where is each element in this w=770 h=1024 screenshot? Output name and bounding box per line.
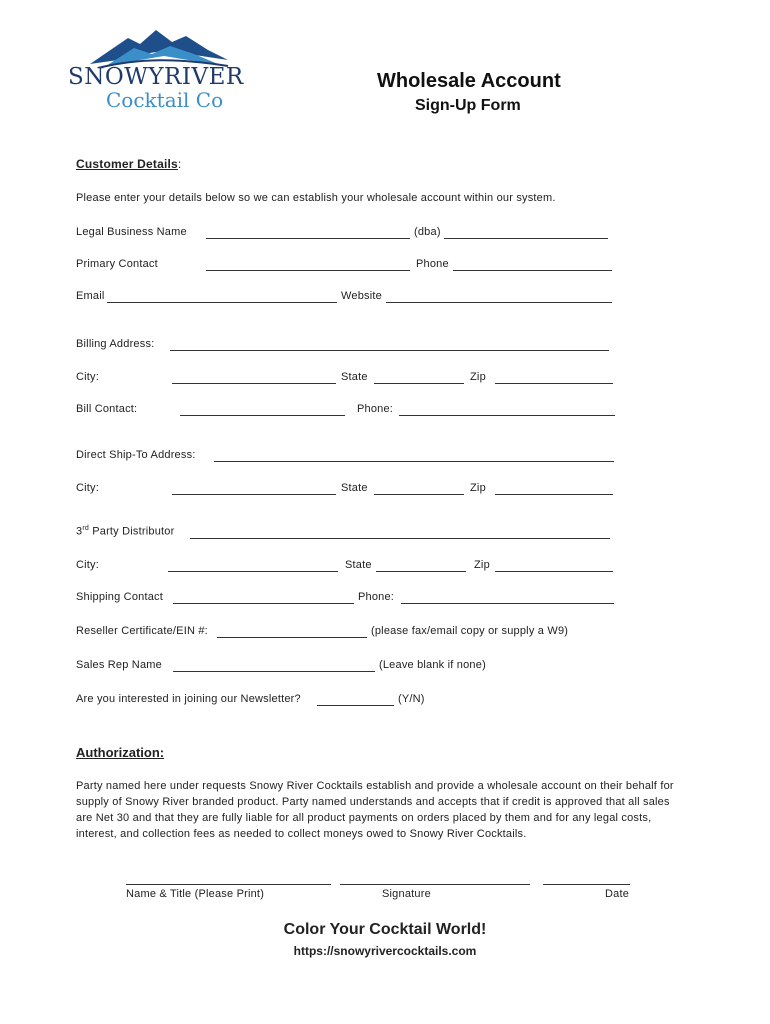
bill-phone-field[interactable] — [399, 415, 615, 416]
ship-to-zip-field[interactable] — [495, 494, 613, 495]
distributor-city-field[interactable] — [168, 571, 338, 572]
ship-to-address-label: Direct Ship-To Address: — [76, 449, 196, 461]
ship-to-state-label: State — [341, 482, 368, 494]
ship-to-state-field[interactable] — [374, 494, 464, 495]
primary-contact-field[interactable] — [206, 270, 410, 271]
customer-intro-text: Please enter your details below so we can establish your wholesale account within our system. — [76, 192, 556, 204]
billing-zip-label: Zip — [470, 371, 486, 383]
authorization-text: Party named here under requests Snowy River Cocktails establish and provide a wholesale account on their behalf for supply of Snowy River branded product. Party named understands and accepts that if credit is approved that all sales are Net 30 and that they are fully liable for all product payments on orders placed by them and for any legal costs, interest, and collection fees as needed to collect moneys owed to Snowy River Cocktails. — [76, 780, 674, 840]
customer-details-heading: Customer Details: — [76, 157, 182, 171]
sales-rep-note: (Leave blank if none) — [379, 659, 486, 671]
newsletter-field[interactable] — [317, 705, 394, 706]
sales-rep-field[interactable] — [173, 671, 375, 672]
email-field[interactable] — [107, 302, 337, 303]
distributor-field[interactable] — [190, 538, 610, 539]
footer-url[interactable]: https://snowyrivercocktails.com — [293, 944, 477, 958]
billing-city-label: City: — [76, 371, 99, 383]
distributor-state-label: State — [345, 559, 372, 571]
shipping-contact-field[interactable] — [173, 603, 354, 604]
authorization-heading: Authorization: — [76, 745, 165, 760]
date-label: Date — [605, 888, 630, 900]
reseller-note: (please fax/email copy or supply a W9) — [371, 625, 569, 637]
reseller-certificate-label: Reseller Certificate/EIN #: — [76, 625, 208, 637]
signature-field[interactable] — [340, 884, 530, 885]
dba-label: (dba) — [414, 226, 441, 238]
signature-label: Signature — [382, 888, 431, 900]
website-field[interactable] — [386, 302, 612, 303]
sales-rep-label: Sales Rep Name — [76, 659, 162, 671]
distributor-zip-label: Zip — [474, 559, 490, 571]
company-logo — [68, 24, 268, 114]
page-title: Wholesale Account — [377, 70, 561, 92]
shipping-phone-field[interactable] — [401, 603, 614, 604]
ship-to-city-label: City: — [76, 482, 99, 494]
ship-to-address-field[interactable] — [214, 461, 614, 462]
billing-zip-field[interactable] — [495, 383, 613, 384]
distributor-label: 3rd Party Distributor — [76, 525, 175, 538]
email-label: Email — [76, 290, 105, 302]
phone-label: Phone — [416, 258, 449, 270]
shipping-phone-label: Phone: — [358, 591, 395, 603]
date-field[interactable] — [543, 884, 630, 885]
bill-phone-label: Phone: — [357, 403, 394, 415]
billing-state-field[interactable] — [374, 383, 464, 384]
newsletter-note: (Y/N) — [398, 693, 425, 705]
primary-contact-label: Primary Contact — [76, 258, 158, 270]
logo-subname: Cocktail Co — [106, 88, 224, 112]
phone-field[interactable] — [453, 270, 612, 271]
billing-state-label: State — [341, 371, 368, 383]
distributor-state-field[interactable] — [376, 571, 466, 572]
billing-address-label: Billing Address: — [76, 338, 155, 350]
reseller-certificate-field[interactable] — [217, 637, 367, 638]
website-label: Website — [341, 290, 382, 302]
bill-contact-label: Bill Contact: — [76, 403, 138, 415]
logo-name: SNOWYRIVER — [68, 64, 244, 90]
page-subtitle: Sign-Up Form — [415, 97, 521, 114]
footer-tagline: Color Your Cocktail World! — [283, 921, 487, 938]
billing-city-field[interactable] — [172, 383, 336, 384]
distributor-zip-field[interactable] — [495, 571, 613, 572]
ship-to-zip-label: Zip — [470, 482, 486, 494]
bill-contact-field[interactable] — [180, 415, 345, 416]
shipping-contact-label: Shipping Contact — [76, 591, 163, 603]
mountain-logo-icon — [68, 24, 268, 68]
ship-to-city-field[interactable] — [172, 494, 336, 495]
billing-address-field[interactable] — [170, 350, 609, 351]
name-title-field[interactable] — [126, 884, 331, 885]
newsletter-label: Are you interested in joining our Newsletter? — [76, 693, 301, 705]
name-title-label: Name & Title (Please Print) — [126, 888, 265, 900]
legal-business-name-field[interactable] — [206, 238, 410, 239]
dba-field[interactable] — [444, 238, 608, 239]
distributor-city-label: City: — [76, 559, 99, 571]
legal-business-name-label: Legal Business Name — [76, 226, 187, 238]
